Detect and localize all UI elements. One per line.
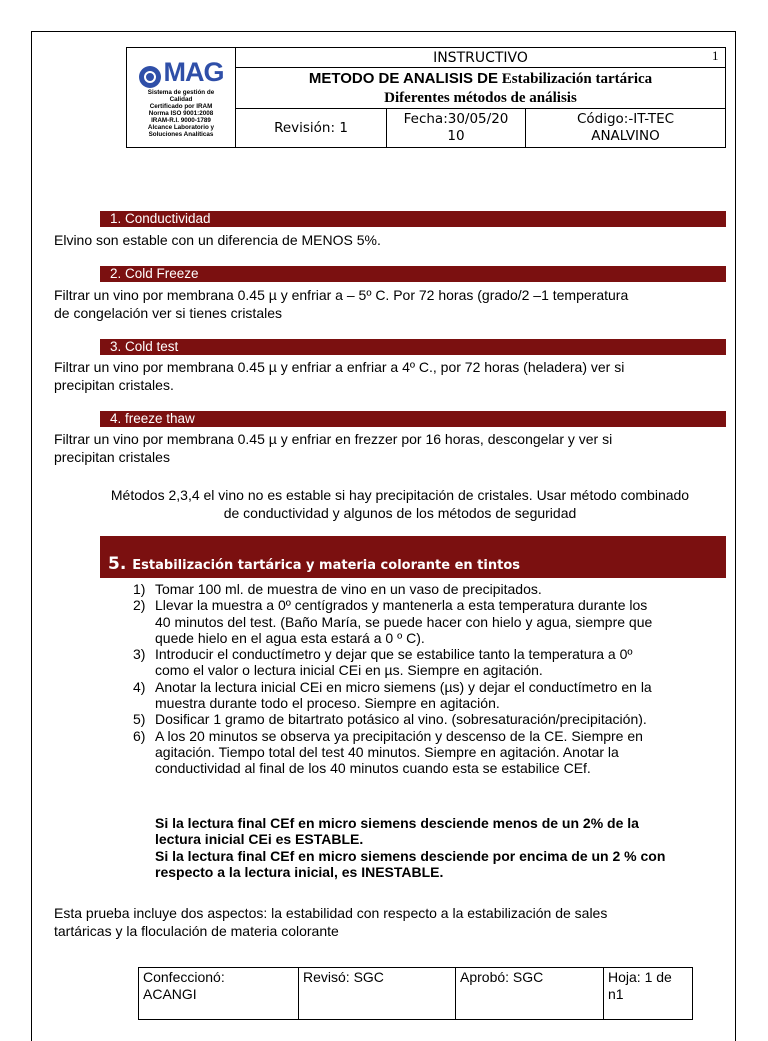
methods-note: Métodos 2,3,4 el vino no es estable si hay precipitación de cristales. Usar método combinado de conductividad y algunos de los métodos de seguridad <box>110 487 690 521</box>
document-header <box>126 47 726 148</box>
approval-table <box>138 967 693 1020</box>
list-item: 1) Tomar 100 ml. de muestra de vino en un vaso de precipitados. <box>133 581 542 597</box>
section-text-cold-freeze: Filtrar un vino por membrana 0.45 µ y enfriar a – 5º C. Por 72 horas (grado/2 –1 temperatura de congelación ver si tienes cristales <box>54 287 629 321</box>
approved-by-cell: Aprobó: SGC <box>456 968 604 1020</box>
date-cell: Fecha:30/05/20 10 <box>387 109 526 148</box>
code-cell: Código:-IT-TEC ANALVINO <box>526 109 726 148</box>
section-heading-freeze-thaw: 4. freeze thaw <box>100 411 726 427</box>
list-item: 6) A los 20 minutos se observa ya precipitación y descenso de la CE. Siempre en agitación. Tiempo total del test 40 minutos. Siempre en agitación. Anotar la conductividad al final de los 40 minutos cuando esta se estabilice CEf. <box>133 727 643 777</box>
section-heading-cold-freeze: 2. Cold Freeze <box>100 266 726 282</box>
list-item: 3) Introducir el conductímetro y dejar que se estabilice tanto la temperatura a 0º como el valor o lectura inicial CEi en µs. Siempre en agitación. <box>133 646 633 679</box>
document-title: METODO DE ANALISIS DE Estabilización tartárica Diferentes métodos de análisis <box>236 68 726 109</box>
sheet-cell: Hoja: 1 de n1 <box>604 968 693 1020</box>
list-item: 2) Llevar la muestra a 0º centígrados y mantenerla a esta temperatura durante los 40 minutos del test. (Baño María, se puede hacer con hielo y agua, siempre que quede hielo en el agua esta estará a 0 º C). <box>133 597 653 646</box>
section-text-freeze-thaw: Filtrar un vino por membrana 0.45 µ y enfriar en frezzer por 16 horas, descongelar y ver si precipitan cristales <box>54 431 613 465</box>
reviewed-by-cell: Revisó: SGC <box>299 968 456 1020</box>
section-text-conductividad: Elvino son estable con un diferencia de MENOS 5%. <box>54 232 381 248</box>
section-heading-cold-test: 3. Cold test <box>100 339 726 355</box>
revision-cell: Revisión: 1 <box>236 109 387 148</box>
closing-paragraph: Esta prueba incluye dos aspectos: la estabilidad con respecto a la estabilización de sales tartáricas y la floculación de materia colorante <box>54 905 608 939</box>
page-number: 1 <box>712 48 719 63</box>
logo-cell <box>127 48 236 148</box>
section-heading-estabilizacion: 5. Estabilización tartárica y materia colorante en tintos <box>100 536 726 578</box>
list-item: 5) Dosificar 1 gramo de bitartrato potásico al vino. (sobresaturación/precipitación). <box>133 711 647 728</box>
list-item: 4) Anotar la lectura inicial CEi en micro siemens (µs) y dejar el conductímetro en la muestra durante todo el proceso. Siempre en agitación. <box>133 678 652 712</box>
document-type: INSTRUCTIVO <box>236 48 726 68</box>
procedure-steps <box>129 581 729 777</box>
prepared-by-cell: Confeccionó: ACANGI <box>139 968 299 1020</box>
globe-icon <box>139 66 161 88</box>
logo-caption: Sistema de gestión de Calidad Certificado por IRAM Norma ISO 9001:2008 IRAM-R.I. 9000-1789 Alcance Laboratorio y Soluciones Analíticas <box>147 89 215 138</box>
stability-criteria: Si la lectura final CEf en micro siemens desciende menos de un 2% de la lectura inicial CEi es ESTABLE. Si la lectura final CEf en micro siemens desciende por encima de un 2 % con respecto a la lectura inicial, es INESTABLE. <box>155 815 666 880</box>
section-text-cold-test: Filtrar un vino por membrana 0.45 µ y enfriar a enfriar a 4º C., por 72 horas (heladera) ver si precipitan cristales. <box>54 359 625 393</box>
section-heading-conductividad: 1. Conductividad <box>100 211 726 227</box>
mag-logo: MAG <box>127 57 235 88</box>
